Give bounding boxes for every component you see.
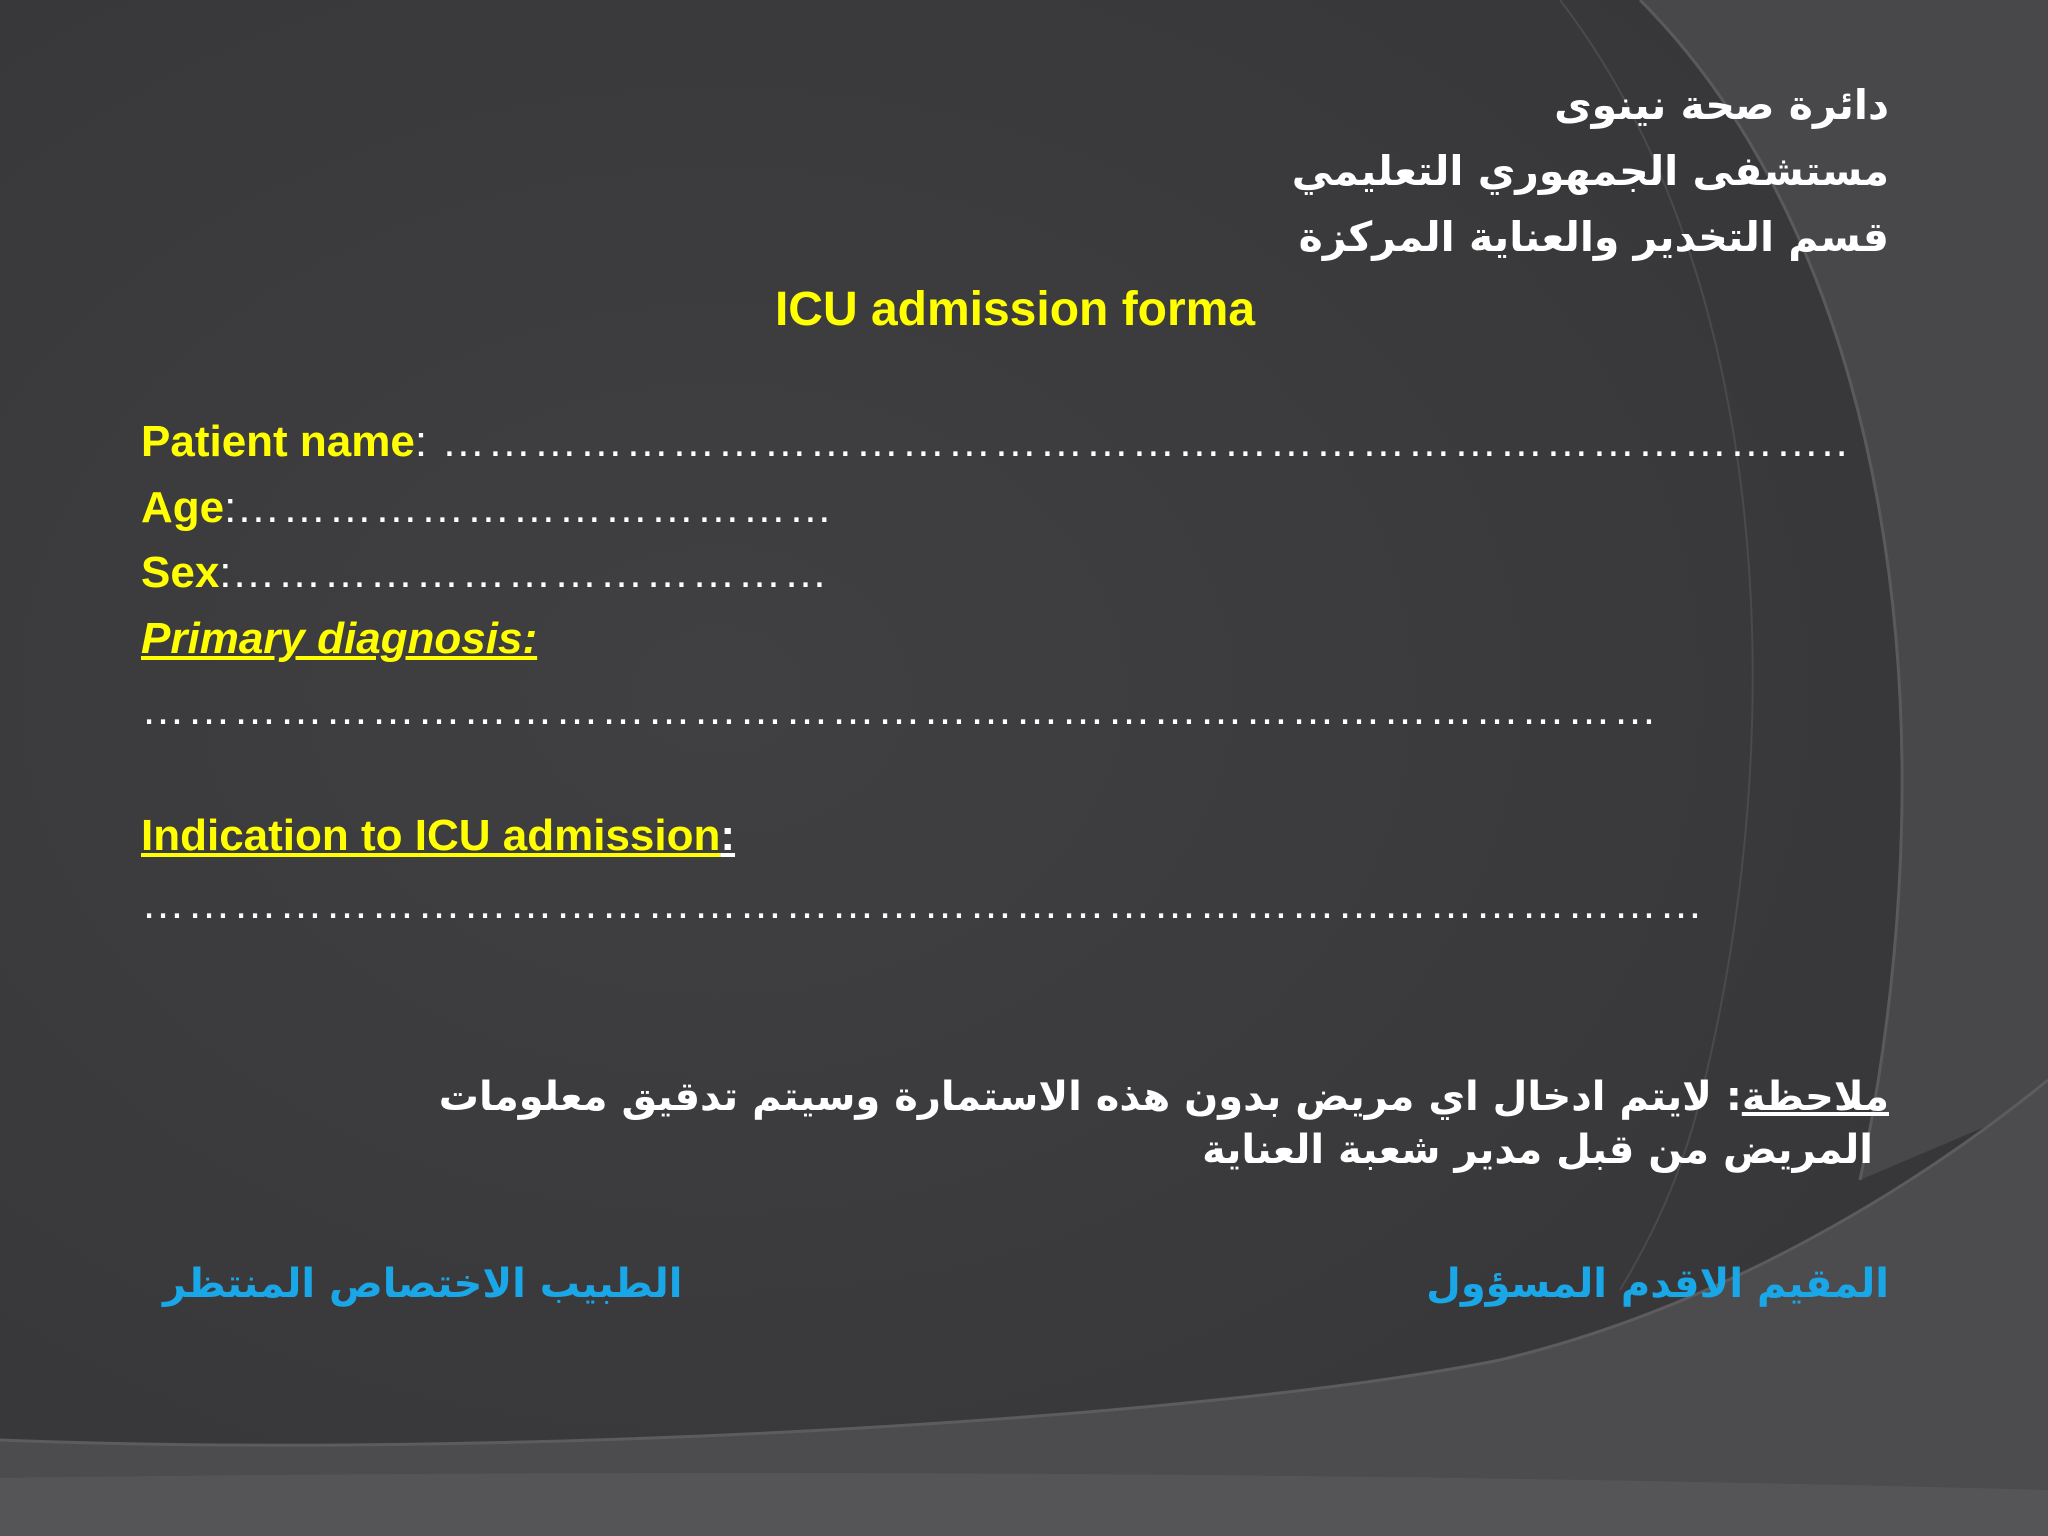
department-name: قسم التخدير والعناية المركزة [1298,213,1889,261]
note-label: ملاحظة [1741,1074,1889,1120]
indication-blank: ………………………………………………………………………………………… [141,879,1705,928]
indication-label: Indication to ICU admission [141,811,721,860]
sex-blank: ………………………………… [231,548,830,597]
note-text: : لايتم ادخال اي مريض بدون هذه الاستمارة وسيتم تدقيق معلومات [438,1074,1742,1120]
indication-field [141,806,735,866]
patient-name-label: Patient name [141,417,415,466]
sex-field [141,543,830,603]
sex-label: Sex [141,548,220,597]
primary-diagnosis-blank-row [141,680,1659,740]
hospital-name: مستشفى الجمهوري التعليمي [1291,147,1889,195]
indication-blank-row [141,874,1705,934]
patient-name-blank: ……………………………………………………………………………….. [427,417,1850,466]
patient-name-field [141,412,1850,472]
age-field [141,478,834,538]
primary-diagnosis-blank: ……………………………………………………………………………………… [141,685,1659,734]
note-line-1 [439,1071,1889,1123]
on-call-specialist-signature: الطبيب الاختصاص المنتظر [163,1261,683,1307]
senior-resident-signature: المقيم الاقدم المسؤول [1426,1261,1889,1307]
indication-separator: : [720,811,736,860]
form-title: ICU admission forma [774,283,1256,336]
directorate-name: دائرة صحة نينوى [1554,81,1889,129]
patient-name-separator: : [414,417,428,466]
age-separator: : [224,483,237,532]
primary-diagnosis-field [141,609,537,669]
note-line-2: المريض من قبل مدير شعبة العناية [1202,1127,1873,1173]
primary-diagnosis-label: Primary diagnosis: [141,614,538,663]
age-blank: ………………………………… [236,483,835,532]
age-label: Age [141,483,225,532]
sex-separator: : [219,548,232,597]
